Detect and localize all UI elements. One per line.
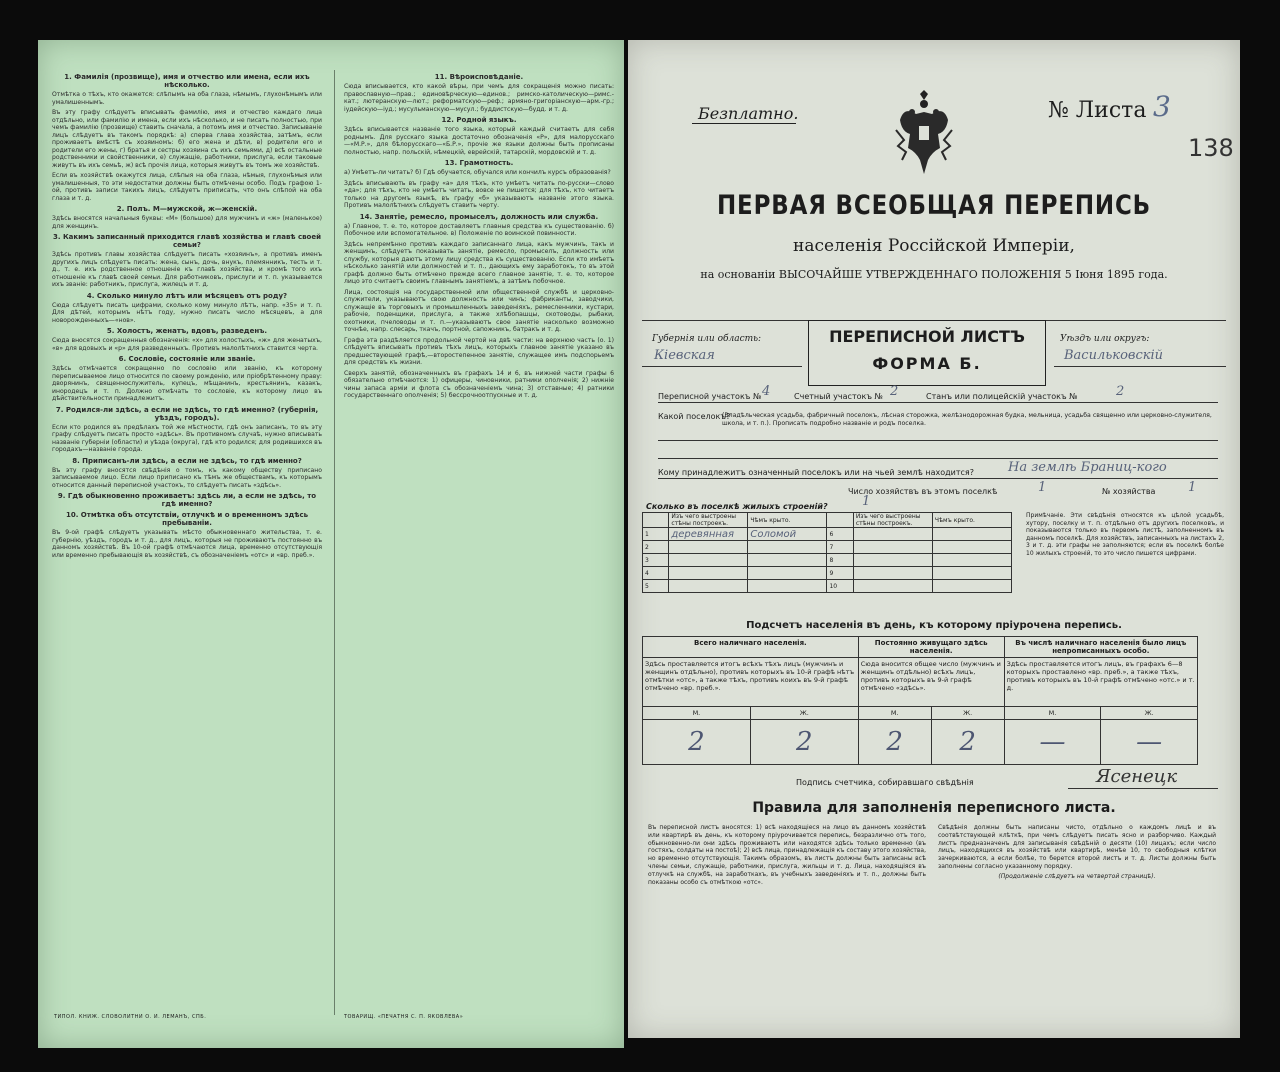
document-subtitle: населенія Россійской Имперіи, bbox=[793, 236, 1075, 256]
province-underline bbox=[642, 366, 802, 367]
instruction-paragraph: Здѣсь противъ главы хозяйства слѣдуетъ писать «хозяинъ», а противъ именъ другихъ лицъ слѣдуетъ писать: жена, сынъ, дочь, внукъ, племянникъ, тесть и т. д., т. е. ихъ родственное отношеніе къ главѣ хозяйства, и кромѣ того ихъ отношеніе къ главѣ своей семьи. Для работниковъ, прислуги и т. п. указывается ихъ званіе: работникъ, прислуга, жилецъ и т. д. bbox=[52, 251, 322, 288]
printer-imprint-left: ТИПОЛ. КНИЖ. СЛОВОЛИТНИ О. И. ЛЕМАНЪ, СПБ. bbox=[54, 1014, 207, 1020]
instruction-paragraph: Въ 9-ой графѣ слѣдуетъ указывать мѣсто обыкновеннаго жительства, т. е. губернію, уѣздъ, городъ и т. д., для лицъ, которыя не проживаютъ постоянно въ данномъ хозяйствѣ. Въ 10-ой графѣ отмѣчаются лица, временно отсутствующія или временно пребывающія въ хозяйствѣ, съ обозначеніемъ «отс» и «вр. преб.». bbox=[52, 529, 322, 559]
instruction-paragraph: а) Главное, т. е. то, которое доставляетъ главныя средства къ существованію. б) Побочное или вспомогательное. в) Положеніе по воинской повинности. bbox=[344, 222, 614, 237]
rules-text-1: Въ переписной листъ вносятся: 1) всѣ находящіеся на лицо въ данномъ хозяйствѣ или квартирѣ въ день, къ которому пріурочивается перепись, безразлично отъ того, обыкновенно-ли они здѣсь проживаютъ или находятся здѣсь только временно (въ гостяхъ, солдаты на постоѣ); 2) всѣ лица, принадлежащія къ составу этого хозяйства, но временно отсутствующія. Такимъ образомъ, въ листъ должны быть записаны всѣ члены семьи, служащіе, работники, прислуга, жильцы и т. д. Лица, находящіяся въ отлучкѣ на службѣ, на заработкахъ, въ учебныхъ заведеніяхъ и т. п., должны быть показаны особо съ отмѣткою «отс». bbox=[648, 824, 926, 886]
row-number: 9 bbox=[827, 567, 853, 580]
instruction-paragraph: Здѣсь вносятся начальныя буквы: «М» (большое) для мужчинъ и «ж» (маленькое) для женщинъ. bbox=[52, 215, 322, 230]
walls-header-2: Изъ чего выстроены стѣны построекъ. bbox=[853, 513, 932, 528]
instruction-paragraph: Если въ хозяйствѣ окажутся лица, слѣпыя на оба глаза, нѣмыя, глухонѣмыя или умалишенныя, то эти недостатки должны быть отмѣчены особо. Подъ графою 1-ой, противъ записи такихъ лицъ, слѣдуетъ приписать, что онъ слѣпой на оба глаза и т. д. bbox=[52, 172, 322, 202]
document-title: ПЕРВАЯ ВСЕОБЩАЯ ПЕРЕПИСЬ bbox=[716, 190, 1152, 221]
instruction-heading: 11. Вѣроисповѣданіе. bbox=[434, 73, 524, 81]
signature-underline bbox=[1068, 788, 1218, 789]
instruction-heading: 7. Родился-ли здѣсь, а если не здѣсь, то гдѣ именно? (губернія, уѣздъ, городъ). bbox=[55, 405, 319, 422]
instruction-heading: 1. Фамилія (прозвище), имя и отчество или имена, если ихъ нѣсколько. bbox=[64, 73, 310, 89]
instruction-paragraph: Здѣсь вписывается названіе того языка, который каждый считаетъ для себя роднымъ. Для русскаго языка достаточно обозначенія «Р», для малорусскаго—«М.Р.», для бѣлорусскаго—«Б.Р.», прочіе же языки должны быть прописаны полностью, напр. польскій, нѣмецкій, еврейскій, татарскій, мордовскій и т. д. bbox=[344, 126, 614, 156]
printer-imprint-right: ТОВАРИЩ. «ПЕЧАТНЯ С. П. ЯКОВЛЕВА» bbox=[344, 1014, 464, 1020]
instruction-heading: 13. Грамотность. bbox=[444, 159, 514, 167]
owner-underline bbox=[658, 478, 1218, 479]
instruction-paragraph: Въ эту графу вносятся свѣдѣнія о томъ, къ какому обществу приписано записываемое лицо. Если лицо приписано къ тѣмъ же обществамъ, къ которымъ относится данный переписной участокъ, то слѣдуетъ писать «здѣсь». bbox=[52, 466, 322, 489]
right-page bbox=[628, 40, 1240, 1038]
households-value: 1 bbox=[1038, 480, 1047, 495]
population-count-title: Подсчетъ населенія въ день, къ которому пріурочена перепись. bbox=[746, 620, 1122, 631]
female-column-label: Ж. bbox=[1101, 707, 1198, 720]
rules-title: Правила для заполненія переписного листа. bbox=[752, 800, 1116, 816]
counting-area-value: 2 bbox=[890, 384, 899, 399]
instruction-heading: 9. Гдѣ обыкновенно проживаетъ: здѣсь ли, а если не здѣсь, то гдѣ именно? bbox=[57, 492, 317, 508]
instruction-paragraph: Графа эта раздѣляется продольной чертой на двѣ части: на верхнюю часть (о. 1) слѣдуетъ вписывать противъ тѣхъ лицъ, которыхъ главное занятіе указано въ предшествующей графѣ,—второстепенное занятіе, служащее имъ подспорьемъ для средствъ къ жизни. bbox=[344, 336, 614, 366]
row-number: 10 bbox=[827, 580, 853, 593]
enumerator-signature: Ясенецк bbox=[1096, 766, 1178, 787]
male-column-label: М. bbox=[643, 707, 751, 720]
sheet-number-label: № Листа bbox=[1048, 98, 1147, 123]
left-page bbox=[38, 40, 624, 1048]
unlisted-female-count: — bbox=[1101, 720, 1198, 765]
female-column-label: Ж. bbox=[931, 707, 1004, 720]
rules-text-2: Свѣдѣнія должны быть написаны чисто, отдѣльно о каждомъ лицѣ и въ соотвѣтствующей клѣткѣ, при чемъ слѣдуетъ писать ясно и разборчиво. Каждый листъ предназначенъ для записыванія свѣдѣній о десяти (10) лицахъ; если число лицъ, находящихся въ хозяйствѣ или квартирѣ, менѣе 10, то свободныя клѣтки зачеркиваются, а если болѣе, то берется второй листъ и т. д. Листы должны быть заполнены согласно указанному порядку. bbox=[938, 824, 1216, 870]
form-title: ПЕРЕПИСНОЙ ЛИСТЪ bbox=[829, 327, 1025, 346]
settlement-underline-2 bbox=[658, 458, 1218, 459]
settlement-label: Какой поселокъ? bbox=[658, 412, 731, 421]
buildings-value: 1 bbox=[862, 494, 871, 509]
roof-header-1: Чѣмъ крыто. bbox=[748, 513, 827, 528]
instruction-paragraph: Сюда вносятся сокращенныя обозначенія: «х» для холостыхъ, «ж» для женатыхъ, «в» для вдовыхъ и «р» для разведенныхъ. Противъ малолѣтнихъ ставится черта. bbox=[52, 337, 322, 352]
instruction-heading: 6. Сословіе, состояніе или званіе. bbox=[118, 355, 256, 363]
row-number: 3 bbox=[643, 554, 669, 567]
unlisted-male-count: — bbox=[1004, 720, 1101, 765]
permanent-female-count: 2 bbox=[931, 720, 1004, 765]
province-label: Губернія или область: bbox=[652, 334, 762, 344]
present-female-count: 2 bbox=[750, 720, 858, 765]
present-population-header: Всего наличнаго населенія. bbox=[643, 637, 859, 658]
row-number: 2 bbox=[643, 541, 669, 554]
instruction-heading: 2. Полъ. М—мужской, ж—женскій. bbox=[116, 205, 258, 213]
population-count-table bbox=[642, 636, 1198, 765]
unlisted-persons-header: Въ числѣ наличнаго населенія было лицъ непрописанныхъ особо. bbox=[1004, 637, 1197, 658]
instruction-paragraph: Здѣсь отмѣчается сокращенно по сословію или званію, къ которому переписываемое лицо относится по своему рожденію, или пріобрѣтенному праву: дворянинъ, священнослужитель, купецъ, мѣщанинъ, крестьянинъ, казакъ, инородецъ и т. п. Должно отмѣчать то сословіе, къ которому лицо въ дѣйствительности принадлежитъ. bbox=[52, 365, 322, 402]
rules-column-1 bbox=[648, 824, 926, 994]
instruction-heading: 8. Приписанъ-ли здѣсь, а если не здѣсь, то гдѣ именно? bbox=[72, 456, 302, 465]
instruction-paragraph: Отмѣтка о тѣхъ, кто окажется: слѣпымъ на оба глаза, нѣмымъ, глухонѣмымъ или умалишеннымъ. bbox=[52, 91, 322, 106]
census-area-label: Переписной участокъ № bbox=[658, 392, 762, 401]
owner-label: Кому принадлежитъ означенный поселокъ или на чьей землѣ находится? bbox=[658, 468, 974, 477]
instruction-paragraph: Въ эту графу слѣдуетъ вписывать фамилію, имя и отчество каждаго лица отдѣльно, или фамилію и имена, если ихъ нѣсколько, и не писать полностью, при чемъ фамилію (прозвище) ставить сначала, а потомъ имя и отчество. Записываніе лицъ слѣдуетъ въ такомъ порядкѣ: а) сперва глава хозяйства, затѣмъ, если проживаетъ вмѣстѣ съ хозяиномъ: б) его жена и дѣти, в) родители его и родители его жены, г) братья и сестры хозяина съ ихъ семьями, д) всѣ остальные родственники и свойственники, е) служащіе, работники, прислуга, если таковые живутъ въ ихъ семьѣ, ж) всѣ прочія лица, которыя живутъ въ томъ же хозяйствѣ. bbox=[52, 109, 322, 169]
province-value: Кіевская bbox=[654, 348, 715, 363]
instruction-paragraph: Сюда слѣдуетъ писать цифрами, сколько кому минуло лѣтъ, напр. «35» и т. п. Для дѣтей, которымъ нѣтъ году, нужно писать число мѣсяцевъ, а для новорожденныхъ—«нов». bbox=[52, 301, 322, 324]
instructions-column-1 bbox=[52, 70, 322, 1015]
row-number: 6 bbox=[827, 528, 853, 541]
roof-material-value: Соломой bbox=[748, 528, 827, 541]
male-column-label: М. bbox=[1004, 707, 1101, 720]
instruction-paragraph: Сверхъ занятій, обозначенныхъ въ графахъ 14 и 6, въ нижней части графы 6 обязательно отмѣчаются: 1) офицеры, чиновники, ратники ополченія; 2) нижніе чины запаса арміи и флота съ обозначеніемъ чина; 3) отставные; 4) ратники государственнаго ополченія; 5) бессрочноотпускные и т. д. bbox=[344, 369, 614, 399]
form-title-box bbox=[808, 320, 1046, 386]
rules-continued-note: (Продолженіе слѣдуетъ на четвертой страницѣ). bbox=[998, 872, 1156, 880]
unlisted-persons-description: Здѣсь проставляется итогъ лицъ, въ графахъ 6—8 которыхъ проставлено «вр. преб.», а также тѣхъ, противъ которыхъ въ 10-й графѣ отмѣчено «отс.» и т. д. bbox=[1004, 658, 1197, 707]
instruction-paragraph: Если кто родился въ предѣлахъ той же мѣстности, гдѣ онъ записанъ, то въ эту графу слѣдуетъ писать просто «здѣсь». Въ противномъ случаѣ, нужно вписывать названіе губерніи (области) и уѣзда (округа), гдѣ кто родился; для родившихся въ городахъ—названіе города. bbox=[52, 423, 322, 453]
household-number-label: № хозяйства bbox=[1102, 487, 1156, 496]
instruction-heading: 5. Холостъ, женатъ, вдовъ, разведенъ. bbox=[106, 327, 268, 335]
instruction-paragraph: Сюда вписывается, кто какой вѣры, при чемъ для сокращенія можно писать: православную—прав.; единовѣрческую—единов.; римско-католическую—римс.-кат.; лютеранскую—лют.; реформатскую—реф.; армяно-григоріанскую—арм.-гр.; іудейскую—іуд.; мусульманскую—мусул.; буддистскую—будд. и т. д. bbox=[344, 83, 614, 113]
settlement-description: (Владѣльческая усадьба, фабричный поселокъ, лѣсная сторожка, желѣзнодорожная будка, мельница, усадьба священно или церковно-служителя, школа, и т. п.). Прописать подробно названіе и родъ поселка. bbox=[722, 412, 1212, 427]
sheet-number-value: 3 bbox=[1153, 90, 1171, 123]
instruction-heading: 4. Сколько минуло лѣтъ или мѣсяцевъ отъ роду? bbox=[86, 291, 288, 300]
roof-header-2: Чѣмъ крыто. bbox=[932, 513, 1011, 528]
census-area-value: 4 bbox=[762, 384, 771, 399]
instruction-paragraph: а) Умѣетъ-ли читать? б) Гдѣ обучается, обучался или кончилъ курсъ образованія? bbox=[344, 169, 611, 176]
wall-material-value: деревянная bbox=[669, 528, 748, 541]
permanent-population-header: Постоянно живущаго здѣсь населенія. bbox=[858, 637, 1004, 658]
instruction-paragraph: Здѣсь непремѣнно противъ каждаго записаннаго лица, какъ мужчинъ, такъ и женщинъ, слѣдуетъ показывать занятіе, ремесло, промыселъ, должность или службу, которыя даютъ этому лицу средства къ существованію. Если кто имѣетъ нѣсколько занятій или должностей и т. п., дающихъ ему заработокъ, то въ этой графѣ должно быть отмѣчено прежде всего главное занятіе, т. е. то, которое лицо это считаетъ своимъ главнымъ занятіемъ, а затѣмъ побочное. bbox=[344, 240, 614, 285]
archive-corner-number: 138 bbox=[1188, 134, 1234, 162]
row-number: 4 bbox=[643, 567, 669, 580]
counting-area-label: Счетный участокъ № bbox=[794, 392, 883, 401]
free-underline bbox=[692, 123, 796, 124]
household-number-value: 1 bbox=[1188, 480, 1197, 495]
instruction-paragraph: Здѣсь вписывають въ графу «а» для тѣхъ, кто умѣетъ читать по-русски—слово «да»; для тѣхъ, кто не умѣетъ читать, вовсе не пишется; для тѣхъ, кто читаетъ только на другомъ языкѣ, въ графу «б» указываютъ названіе этого языка. Противъ малолѣтнихъ слѣдуетъ ставить черту. bbox=[344, 179, 614, 209]
rules-column-2 bbox=[938, 824, 1216, 994]
form-type: ФОРМА Б. bbox=[872, 354, 982, 373]
double-headed-eagle-emblem bbox=[894, 90, 954, 180]
instruction-paragraph: Лица, состоящія на государственной или общественной службѣ и церковно-служители, указываютъ свою должность или чинъ; фабриканты, заводчики, служащіе въ торговыхъ и промышленныхъ заведеніяхъ, ремесленники, кустари, рабочіе, поденщики, прислуга, а также хлѣбопашцы, скотоводы, рыбаки, охотники, пчеловоды и т. п.—указываютъ свое занятіе насколько возможно точнѣе, напр. слесарь, ткачъ, портной, сапожникъ, батракъ и т. д. bbox=[344, 288, 614, 333]
camp-label: Станъ или полицейскій участокъ № bbox=[926, 392, 1078, 401]
district-underline bbox=[1054, 366, 1226, 367]
row-number: 7 bbox=[827, 541, 853, 554]
district-label: Уѣздъ или округъ: bbox=[1060, 334, 1150, 344]
permanent-population-description: Сюда вносится общее число (мужчинъ и женщинъ отдѣльно) всѣхъ лицъ, противъ которыхъ въ 9-й графѣ отмѣчено «здѣсь». bbox=[858, 658, 1004, 707]
row-number: 1 bbox=[643, 528, 669, 541]
settlement-underline-1 bbox=[658, 440, 1218, 441]
enumerator-signature-label: Подпись счетчика, собиравшаго свѣдѣнія bbox=[796, 778, 974, 787]
buildings-label: Сколько въ поселкѣ жилыхъ строеній? bbox=[646, 502, 828, 511]
free-label: Безплатно. bbox=[698, 104, 799, 123]
column-divider bbox=[334, 70, 335, 1015]
instruction-heading: 3. Какимъ записанный приходится главѣ хозяйства и главѣ своей семьи? bbox=[52, 233, 322, 249]
permanent-male-count: 2 bbox=[858, 720, 931, 765]
walls-header-1: Изъ чего выстроены стѣны построекъ. bbox=[669, 513, 748, 528]
areas-underline bbox=[658, 402, 1218, 403]
camp-value: 2 bbox=[1116, 384, 1125, 399]
owner-value: На землѣ Браниц-кого bbox=[1008, 460, 1167, 475]
instructions-column-2 bbox=[344, 70, 614, 1015]
households-label: Число хозяйствъ въ этомъ поселкѣ bbox=[848, 487, 998, 496]
row-number: 8 bbox=[827, 554, 853, 567]
male-column-label: М. bbox=[858, 707, 931, 720]
instruction-heading: 14. Занятіе, ремесло, промыселъ, должность или служба. bbox=[359, 212, 599, 221]
legal-basis: на основаніи ВЫСОЧАЙШЕ УТВЕРЖДЕННАГО ПОЛОЖЕНІЯ 5 Іюня 1895 года. bbox=[700, 268, 1168, 281]
row-number: 5 bbox=[643, 580, 669, 593]
instruction-heading: 12. Родной языкъ. bbox=[441, 116, 517, 124]
female-column-label: Ж. bbox=[750, 707, 858, 720]
district-value: Васильковскій bbox=[1064, 348, 1164, 363]
present-population-description: Здѣсь проставляется итогъ всѣхъ тѣхъ лицъ (мужчинъ и женщинъ отдѣльно), противъ которыхъ въ 10-й графѣ нѣтъ отмѣтки «отс», а также тѣхъ, противъ коихъ въ 9-й графѣ отмѣчено «вр. преб.». bbox=[643, 658, 859, 707]
buildings-table bbox=[642, 512, 1012, 593]
instruction-heading: 10. Отмѣтка объ отсутствіи, отлучкѣ и о временномъ здѣсь пребываніи. bbox=[65, 511, 309, 527]
buildings-note: Примѣчаніе. Эти свѣдѣнія относятся къ цѣлой усадьбѣ, хутору, поселку и т. п. отдѣльно отъ другихъ поселковъ, и показываются только въ первомъ листѣ, заполненномъ въ данномъ поселкѣ. Для хозяйствъ, записанныхъ на листахъ 2, 3 и т. д. эти графы не заполняются; если въ поселкѣ болѣе 10 жилыхъ строеній, то это число пишется цифрами. bbox=[1026, 512, 1224, 557]
present-male-count: 2 bbox=[643, 720, 751, 765]
